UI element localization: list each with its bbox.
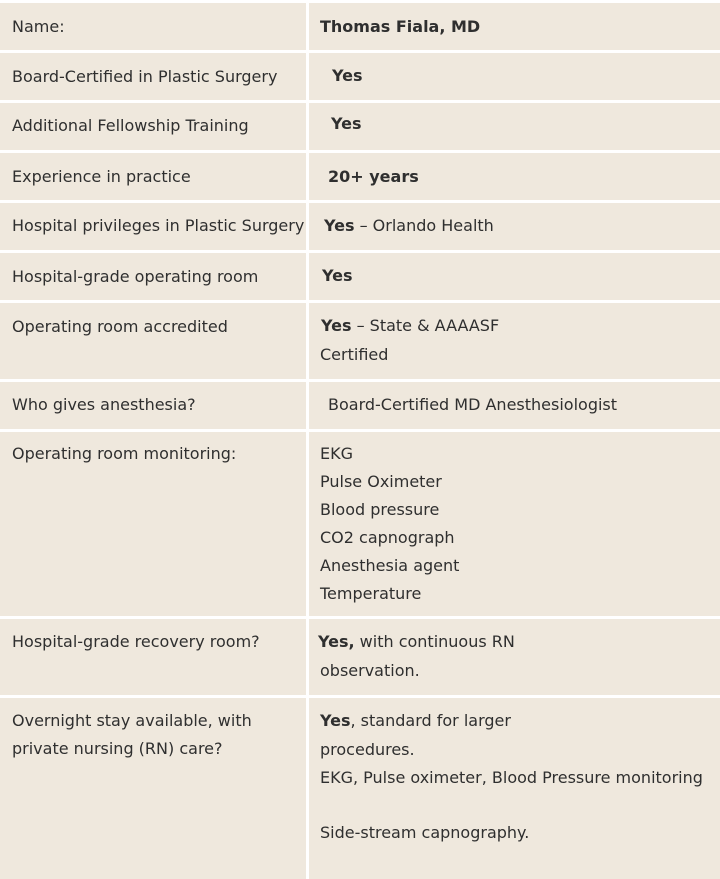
list-item: Pulse Oximeter — [320, 472, 442, 491]
label-cell — [0, 3, 306, 50]
row-label: Overnight stay available, with — [12, 711, 252, 730]
label-cell — [0, 698, 306, 879]
list-item: Anesthesia agent — [320, 556, 460, 575]
row-label: Who gives anesthesia? — [12, 395, 196, 414]
row-value-line: procedures. — [320, 740, 415, 759]
row-value-line: Certified — [320, 345, 389, 364]
value-cell — [309, 303, 720, 379]
row-value: Yes — [332, 66, 363, 85]
row-label: Experience in practice — [12, 167, 191, 186]
value-cell — [309, 698, 720, 879]
value-cell — [309, 153, 720, 200]
table-row — [0, 153, 720, 200]
value-cell — [309, 103, 720, 150]
row-value: Yes – State & AAAASF — [321, 316, 500, 335]
row-label: private nursing (RN) care? — [12, 739, 223, 758]
value-cell — [309, 53, 720, 100]
row-label: Hospital-grade operating room — [12, 267, 259, 286]
row-value-line: observation. — [320, 661, 420, 680]
label-cell — [0, 432, 306, 616]
row-value-line: EKG, Pulse oximeter, Blood Pressure monitoring — [320, 768, 703, 787]
list-item: EKG — [320, 444, 353, 463]
row-label: Hospital privileges in Plastic Surgery — [12, 216, 305, 235]
label-cell — [0, 619, 306, 695]
table-row — [0, 382, 720, 429]
value-cell — [309, 253, 720, 300]
value-cell — [309, 382, 720, 429]
row-label: Board-Certified in Plastic Surgery — [12, 67, 278, 86]
label-cell — [0, 103, 306, 150]
list-item: Temperature — [320, 584, 422, 603]
row-value: Board-Certified MD Anesthesiologist — [328, 395, 618, 414]
list-item: Blood pressure — [320, 500, 440, 519]
value-cell — [309, 3, 720, 50]
row-value: Thomas Fiala, MD — [320, 17, 481, 36]
value-cell — [309, 619, 720, 695]
table-row — [0, 3, 720, 50]
row-value: 20+ years — [328, 167, 419, 186]
table-row — [0, 53, 720, 100]
row-value-line: Side-stream capnography. — [320, 823, 530, 842]
table-row — [0, 203, 720, 250]
row-value: Yes, with continuous RN — [318, 632, 515, 651]
row-label: Additional Fellowship Training — [12, 116, 249, 135]
table-row — [0, 698, 720, 879]
table-row — [0, 432, 720, 616]
value-cell — [309, 203, 720, 250]
row-label: Operating room accredited — [12, 317, 228, 336]
label-cell — [0, 153, 306, 200]
label-cell — [0, 53, 306, 100]
table-row — [0, 303, 720, 379]
table-row — [0, 619, 720, 695]
table-row — [0, 253, 720, 300]
table-row — [0, 103, 720, 150]
row-label: Name: — [12, 17, 65, 36]
list-item: CO2 capnograph — [320, 528, 455, 547]
value-cell — [309, 432, 720, 616]
row-value: Yes, standard for larger — [320, 711, 511, 730]
row-label: Hospital-grade recovery room? — [12, 632, 260, 651]
row-label: Operating room monitoring: — [12, 444, 237, 463]
label-cell — [0, 253, 306, 300]
label-cell — [0, 203, 306, 250]
row-value: Yes — [331, 114, 362, 133]
label-cell — [0, 303, 306, 379]
label-cell — [0, 382, 306, 429]
row-value: Yes — [322, 266, 353, 285]
row-value: Yes – Orlando Health — [324, 216, 494, 235]
